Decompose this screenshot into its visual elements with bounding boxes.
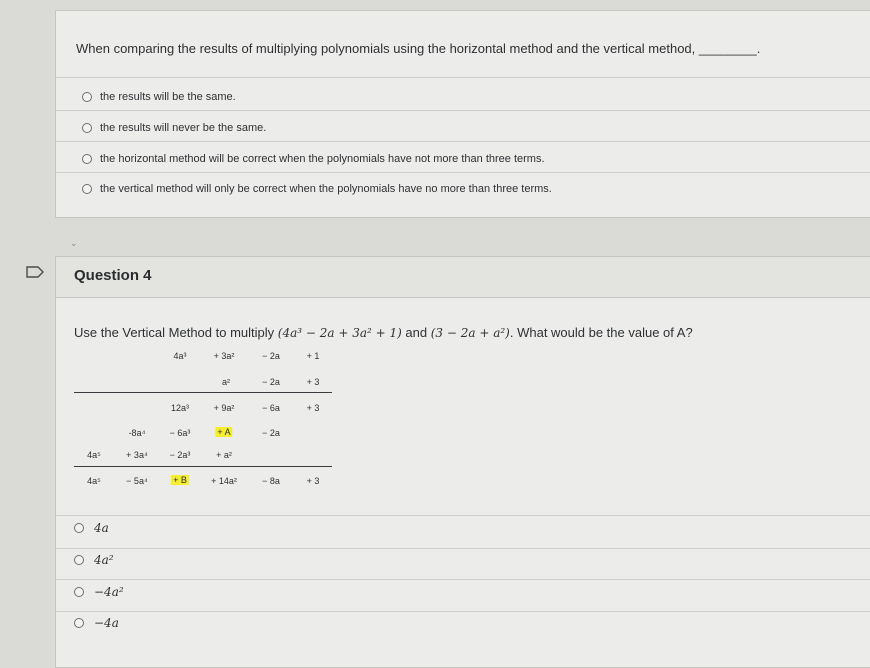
table-cell: + 3a⁴ (126, 450, 148, 460)
table-cell: 4a³ (173, 351, 187, 361)
divider-mark: ⌄ (70, 238, 78, 248)
table-cell: 4a⁵ (87, 476, 101, 486)
q4-option-1[interactable] (74, 521, 109, 535)
radio-button[interactable] (82, 92, 92, 102)
question-4-card (55, 256, 870, 668)
table-cell: − 6a³ (169, 428, 191, 438)
question-4-header (56, 257, 870, 298)
value-a-highlight: + A (217, 427, 231, 437)
radio-button[interactable] (82, 184, 92, 194)
prompt-text-a: Use the Vertical Method to multiply (74, 325, 278, 340)
q4-option-1-label: 4a (94, 521, 109, 535)
q4-option-4-label: −4a (94, 616, 119, 630)
q4-option-3[interactable] (74, 585, 124, 599)
table-cell: + 3a² (213, 351, 235, 361)
table-cell: + 14a² (211, 476, 237, 486)
table-rule (74, 392, 332, 393)
question-4-prompt (74, 325, 693, 340)
q3-option-1[interactable] (82, 91, 236, 103)
table-cell: + a² (216, 450, 232, 460)
q3-option-2-label: the results will never be the same. (100, 122, 267, 134)
flag-question-icon[interactable] (26, 266, 44, 278)
question-3-card (55, 10, 870, 218)
q3-option-2[interactable] (82, 122, 266, 134)
q3-option-1-label: the results will be the same. (100, 91, 236, 103)
table-cell: − 6a (262, 403, 280, 413)
table-cell: − 2a (262, 351, 280, 361)
table-cell: − 2a³ (169, 450, 191, 460)
table-cell: − 2a (262, 428, 280, 438)
q3-option-4-label: the vertical method will only be correct when the polynomials have no more than three terms. (100, 183, 552, 195)
table-cell: − 2a (262, 377, 280, 387)
table-cell: + 3 (306, 403, 320, 413)
question-4-title: Question 4 (74, 267, 152, 284)
prompt-text-b: . What would be the value of A? (509, 325, 693, 340)
radio-button[interactable] (74, 618, 84, 628)
table-cell: + 3 (306, 476, 320, 486)
polynomial-2: (3 − 2a + a²) (430, 326, 510, 340)
table-cell: 12a³ (170, 403, 190, 413)
q3-option-3[interactable] (82, 153, 545, 165)
table-cell: -8a⁴ (128, 428, 146, 438)
radio-button[interactable] (82, 123, 92, 133)
q4-option-2[interactable] (74, 553, 114, 567)
radio-button[interactable] (74, 523, 84, 533)
q4-option-4[interactable] (74, 616, 119, 630)
table-cell: − 5a⁴ (126, 476, 148, 486)
table-cell: + 1 (306, 351, 320, 361)
radio-button[interactable] (74, 555, 84, 565)
prompt-and: and (401, 325, 431, 340)
table-cell: 4a⁵ (87, 450, 101, 460)
radio-button[interactable] (74, 587, 84, 597)
q3-option-4[interactable] (82, 183, 552, 195)
polynomial-1: (4a³ − 2a + 3a² + 1) (277, 326, 402, 340)
value-b-highlight: + B (173, 475, 187, 485)
q3-option-3-label: the horizontal method will be correct when the polynomials have not more than three terms. (100, 153, 545, 165)
table-cell: − 8a (262, 476, 280, 486)
table-rule (74, 466, 332, 467)
q4-option-3-label: −4a² (94, 585, 124, 599)
table-cell: + 9a² (213, 403, 235, 413)
table-cell: a² (221, 377, 231, 387)
question-3-text: When comparing the results of multiplying polynomials using the horizontal method and the vertical method, ________. (76, 41, 761, 56)
radio-button[interactable] (82, 154, 92, 164)
q4-option-2-label: 4a² (94, 553, 114, 567)
table-cell: + 3 (306, 377, 320, 387)
